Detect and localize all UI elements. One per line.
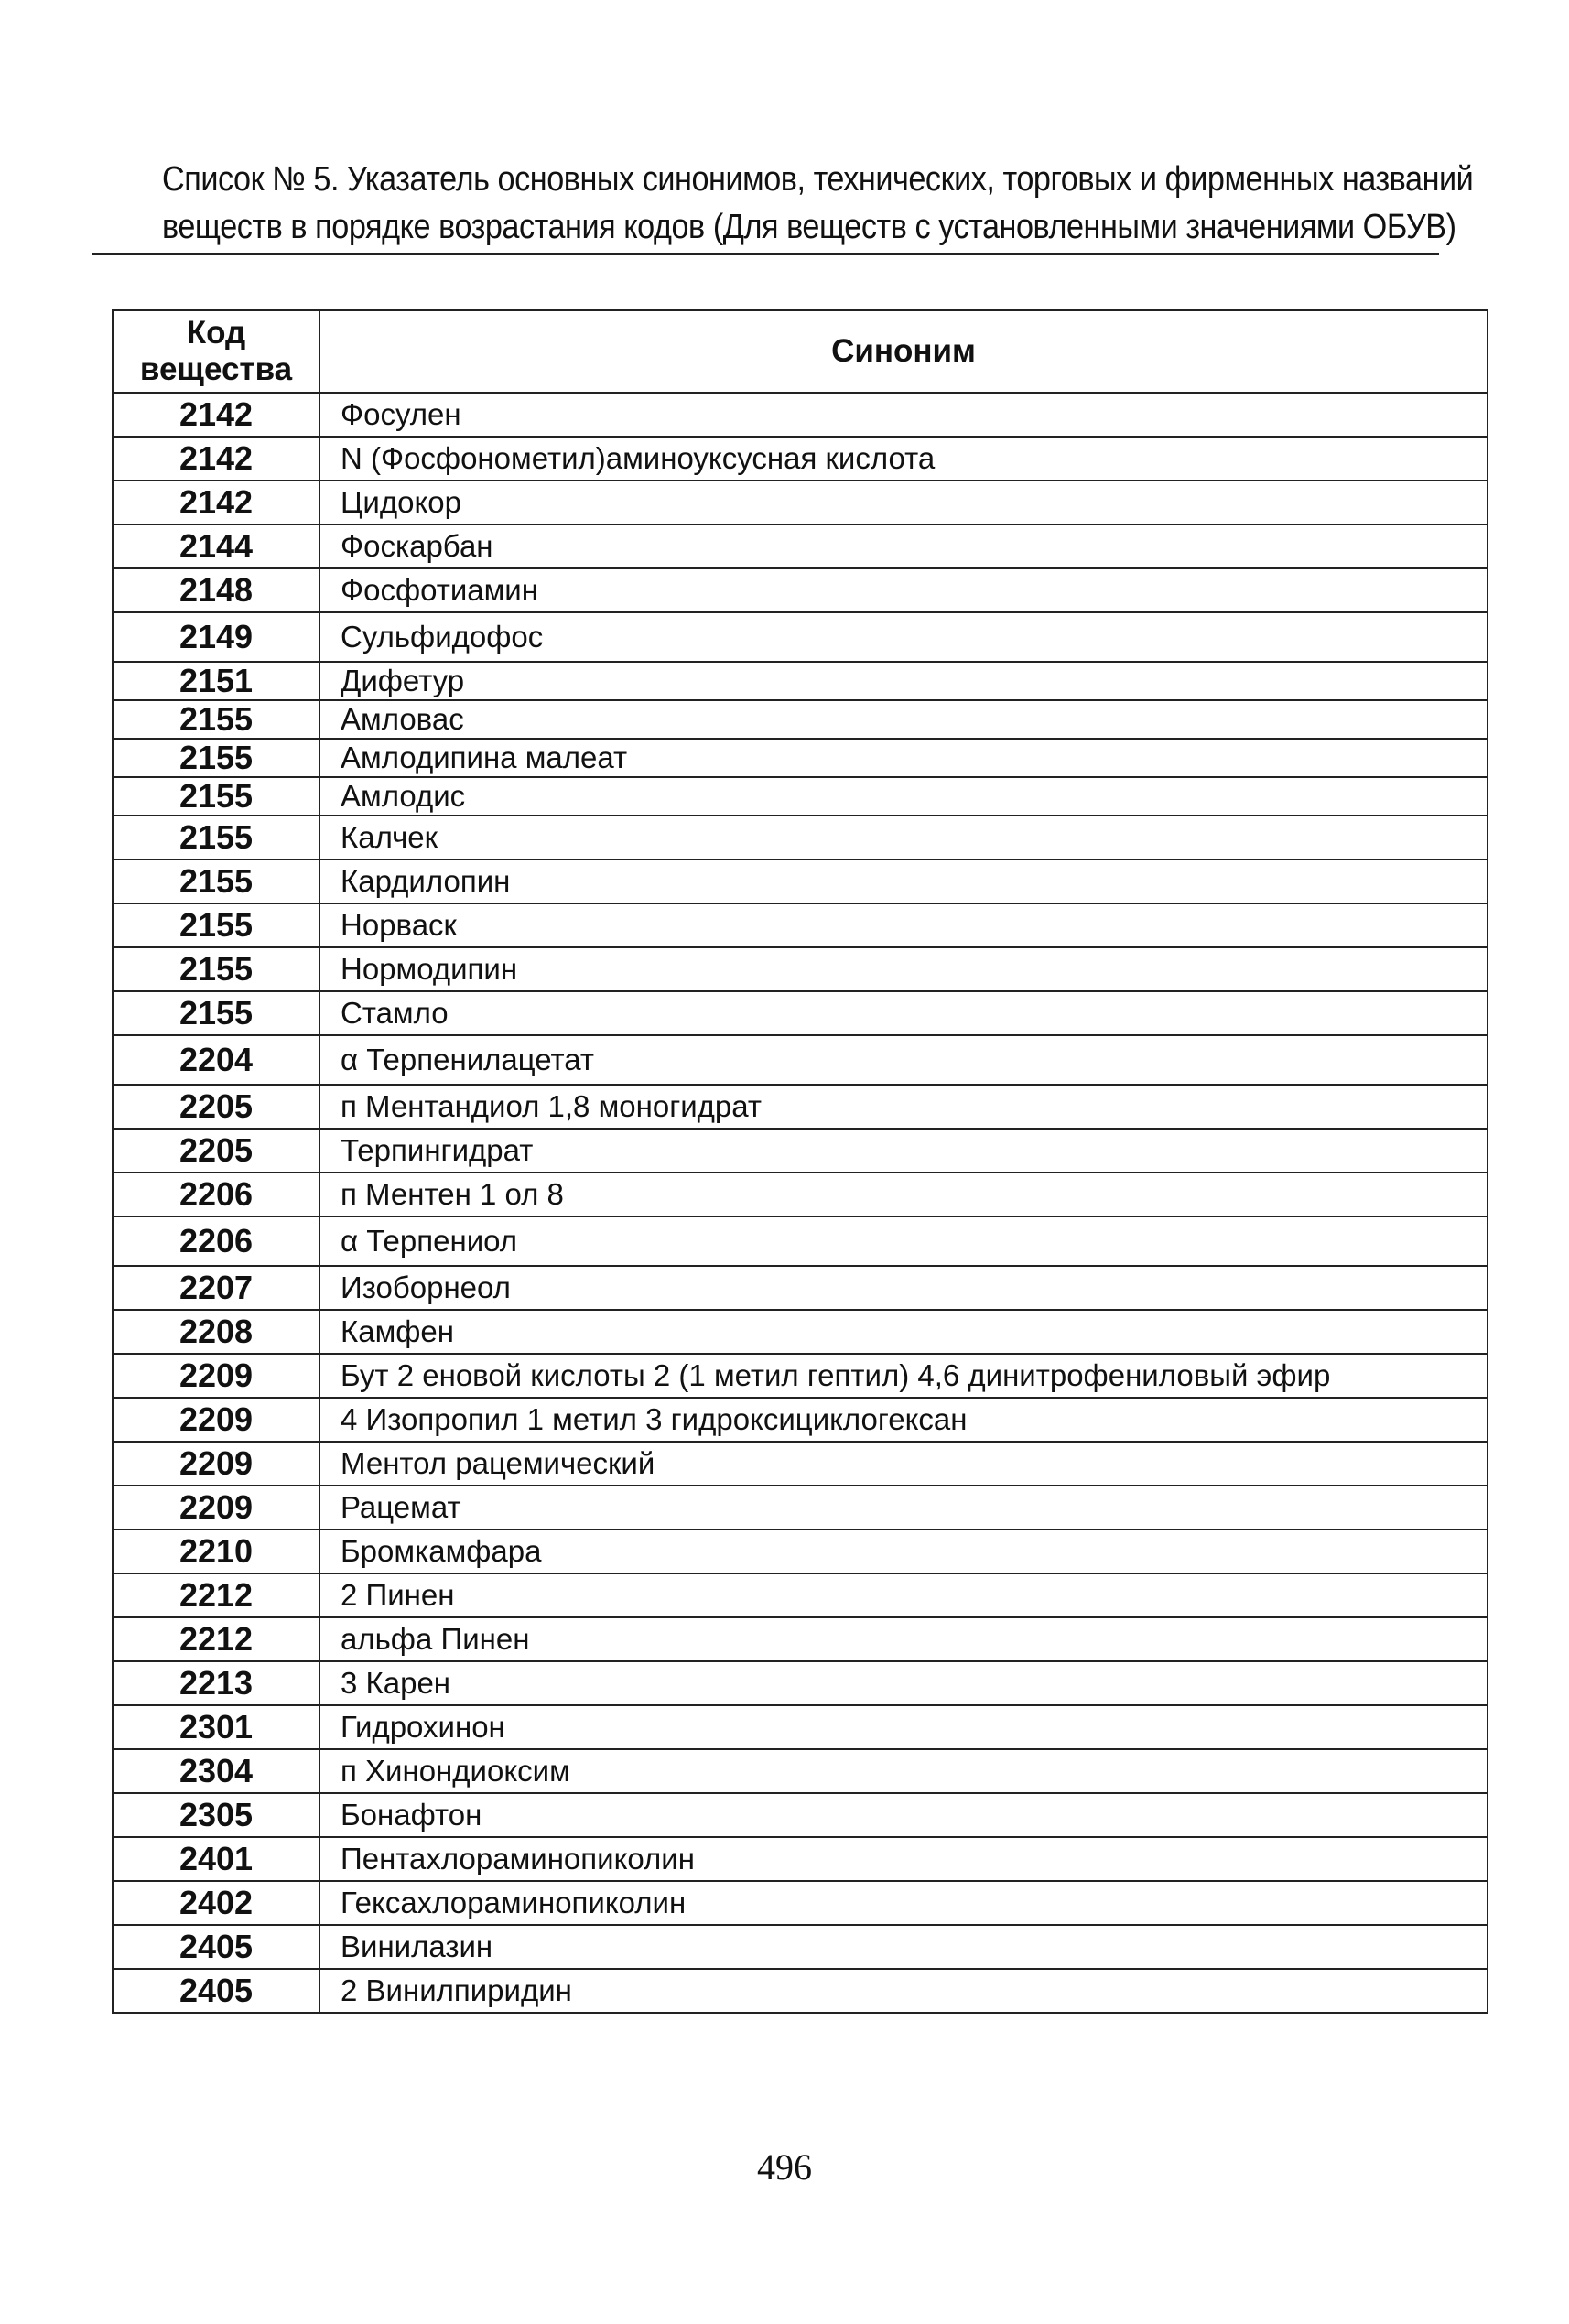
table-row bbox=[113, 1837, 1488, 1881]
substance-code-cell: 2209 bbox=[113, 1354, 319, 1398]
table-body bbox=[113, 393, 1488, 2013]
substance-code-cell: 2142 bbox=[113, 437, 319, 481]
substance-code-cell: 2301 bbox=[113, 1705, 319, 1749]
synonym-cell: Ментол рацемический bbox=[319, 1442, 1488, 1486]
synonym-cell: Терпингидрат bbox=[319, 1129, 1488, 1173]
synonym-cell: Амлодипина малеат bbox=[319, 739, 1488, 777]
substance-code-cell: 2142 bbox=[113, 393, 319, 437]
synonym-cell: Рацемат bbox=[319, 1486, 1488, 1530]
synonym-cell: Нормодипин bbox=[319, 947, 1488, 991]
column-header-synonym: Синоним bbox=[319, 310, 1488, 393]
substance-code-cell: 2155 bbox=[113, 991, 319, 1035]
synonym-cell: альфа Пинен bbox=[319, 1617, 1488, 1661]
synonym-cell: Амловас bbox=[319, 700, 1488, 739]
substance-code-cell: 2401 bbox=[113, 1837, 319, 1881]
substance-code-cell: 2149 bbox=[113, 612, 319, 662]
substance-code-cell: 2207 bbox=[113, 1266, 319, 1310]
synonym-cell: п Ментен 1 ол 8 bbox=[319, 1173, 1488, 1216]
substance-code-cell: 2209 bbox=[113, 1398, 319, 1442]
synonym-cell: α Терпениол bbox=[319, 1216, 1488, 1266]
table-row bbox=[113, 903, 1488, 947]
table-row bbox=[113, 437, 1488, 481]
substance-code-cell: 2209 bbox=[113, 1442, 319, 1486]
page-title bbox=[162, 156, 1474, 251]
table-row bbox=[113, 991, 1488, 1035]
synonym-cell: п Ментандиол 1,8 моногидрат bbox=[319, 1085, 1488, 1129]
substance-code-cell: 2155 bbox=[113, 816, 319, 859]
page-number: 496 bbox=[757, 2146, 812, 2188]
synonym-cell: Калчек bbox=[319, 816, 1488, 859]
synonym-cell: Фосфотиамин bbox=[319, 568, 1488, 612]
substance-code-cell: 2212 bbox=[113, 1573, 319, 1617]
substance-code-cell: 2305 bbox=[113, 1793, 319, 1837]
table-row bbox=[113, 1705, 1488, 1749]
table-row bbox=[113, 777, 1488, 816]
table-header-row bbox=[113, 310, 1488, 393]
substance-code-cell: 2151 bbox=[113, 662, 319, 700]
table-row bbox=[113, 859, 1488, 903]
synonym-cell: Бромкамфара bbox=[319, 1530, 1488, 1573]
table-row bbox=[113, 1617, 1488, 1661]
table-row bbox=[113, 739, 1488, 777]
substance-code-cell: 2155 bbox=[113, 903, 319, 947]
substance-code-cell: 2144 bbox=[113, 524, 319, 568]
table-row bbox=[113, 1129, 1488, 1173]
synonym-cell: N (Фосфонометил)аминоуксусная кислота bbox=[319, 437, 1488, 481]
synonym-cell: Бонафтон bbox=[319, 1793, 1488, 1837]
table-row bbox=[113, 1085, 1488, 1129]
table-row bbox=[113, 1216, 1488, 1266]
substance-code-cell: 2155 bbox=[113, 947, 319, 991]
table-row bbox=[113, 662, 1488, 700]
synonym-cell: Дифетур bbox=[319, 662, 1488, 700]
synonym-cell: Винилазин bbox=[319, 1925, 1488, 1969]
synonym-cell: Фосулен bbox=[319, 393, 1488, 437]
substance-code-cell: 2155 bbox=[113, 777, 319, 816]
substance-code-cell: 2148 bbox=[113, 568, 319, 612]
table-row bbox=[113, 524, 1488, 568]
table-row bbox=[113, 1035, 1488, 1085]
table-row bbox=[113, 1573, 1488, 1617]
table-row bbox=[113, 816, 1488, 859]
synonym-cell: Амлодис bbox=[319, 777, 1488, 816]
table-row bbox=[113, 1661, 1488, 1705]
synonym-cell: 2 Пинен bbox=[319, 1573, 1488, 1617]
substance-code-cell: 2155 bbox=[113, 700, 319, 739]
table-row bbox=[113, 1881, 1488, 1925]
synonym-cell: Бут 2 еновой кислоты 2 (1 метил гептил) 4,6 динитрофениловый эфир bbox=[319, 1354, 1488, 1398]
table-row bbox=[113, 393, 1488, 437]
table-row bbox=[113, 1749, 1488, 1793]
title-underline bbox=[92, 253, 1439, 255]
table-row bbox=[113, 1442, 1488, 1486]
table-row bbox=[113, 1925, 1488, 1969]
substance-code-cell: 2402 bbox=[113, 1881, 319, 1925]
table-row bbox=[113, 1530, 1488, 1573]
table-row bbox=[113, 1398, 1488, 1442]
substance-code-cell: 2205 bbox=[113, 1085, 319, 1129]
synonym-cell: α Терпенилацетат bbox=[319, 1035, 1488, 1085]
substance-code-cell: 2205 bbox=[113, 1129, 319, 1173]
synonym-cell: Пентахлораминопиколин bbox=[319, 1837, 1488, 1881]
synonym-cell: Кардилопин bbox=[319, 859, 1488, 903]
substance-code-cell: 2204 bbox=[113, 1035, 319, 1085]
table-row bbox=[113, 1354, 1488, 1398]
page-title-line-2: веществ в порядке возрастания кодов (Для веществ с установленными значениями ОБУВ) bbox=[162, 208, 1456, 246]
synonym-cell: Цидокор bbox=[319, 481, 1488, 524]
table-row bbox=[113, 612, 1488, 662]
synonym-cell: 3 Карен bbox=[319, 1661, 1488, 1705]
table-row bbox=[113, 700, 1488, 739]
synonym-cell: Сульфидофос bbox=[319, 612, 1488, 662]
synonym-cell: Норваск bbox=[319, 903, 1488, 947]
synonym-cell: Гексахлораминопиколин bbox=[319, 1881, 1488, 1925]
synonym-cell: 4 Изопропил 1 метил 3 гидроксициклогексан bbox=[319, 1398, 1488, 1442]
synonym-cell: Изоборнеол bbox=[319, 1266, 1488, 1310]
substance-code-cell: 2405 bbox=[113, 1969, 319, 2013]
page-title-line-1: Список № 5. Указатель основных синонимов, технических, торговых и фирменных названий bbox=[162, 160, 1474, 199]
synonym-cell: Фоскарбан bbox=[319, 524, 1488, 568]
column-header-code: Код вещества bbox=[113, 310, 319, 393]
synonym-cell: Стамло bbox=[319, 991, 1488, 1035]
synonym-cell: 2 Винилпиридин bbox=[319, 1969, 1488, 2013]
table-row bbox=[113, 481, 1488, 524]
substance-code-cell: 2155 bbox=[113, 859, 319, 903]
synonym-cell: п Хинондиоксим bbox=[319, 1749, 1488, 1793]
substance-code-cell: 2142 bbox=[113, 481, 319, 524]
synonym-cell: Камфен bbox=[319, 1310, 1488, 1354]
table-row bbox=[113, 1486, 1488, 1530]
table-row bbox=[113, 1310, 1488, 1354]
table-row bbox=[113, 947, 1488, 991]
substance-code-cell: 2405 bbox=[113, 1925, 319, 1969]
substance-code-cell: 2206 bbox=[113, 1173, 319, 1216]
table-row bbox=[113, 1173, 1488, 1216]
table-row bbox=[113, 1266, 1488, 1310]
synonyms-table bbox=[112, 309, 1488, 2014]
substance-code-cell: 2206 bbox=[113, 1216, 319, 1266]
substance-code-cell: 2213 bbox=[113, 1661, 319, 1705]
substance-code-cell: 2208 bbox=[113, 1310, 319, 1354]
table-row bbox=[113, 568, 1488, 612]
substance-code-cell: 2155 bbox=[113, 739, 319, 777]
synonym-cell: Гидрохинон bbox=[319, 1705, 1488, 1749]
substance-code-cell: 2212 bbox=[113, 1617, 319, 1661]
substance-code-cell: 2209 bbox=[113, 1486, 319, 1530]
substance-code-cell: 2304 bbox=[113, 1749, 319, 1793]
table-row bbox=[113, 1793, 1488, 1837]
substance-code-cell: 2210 bbox=[113, 1530, 319, 1573]
table-row bbox=[113, 1969, 1488, 2013]
